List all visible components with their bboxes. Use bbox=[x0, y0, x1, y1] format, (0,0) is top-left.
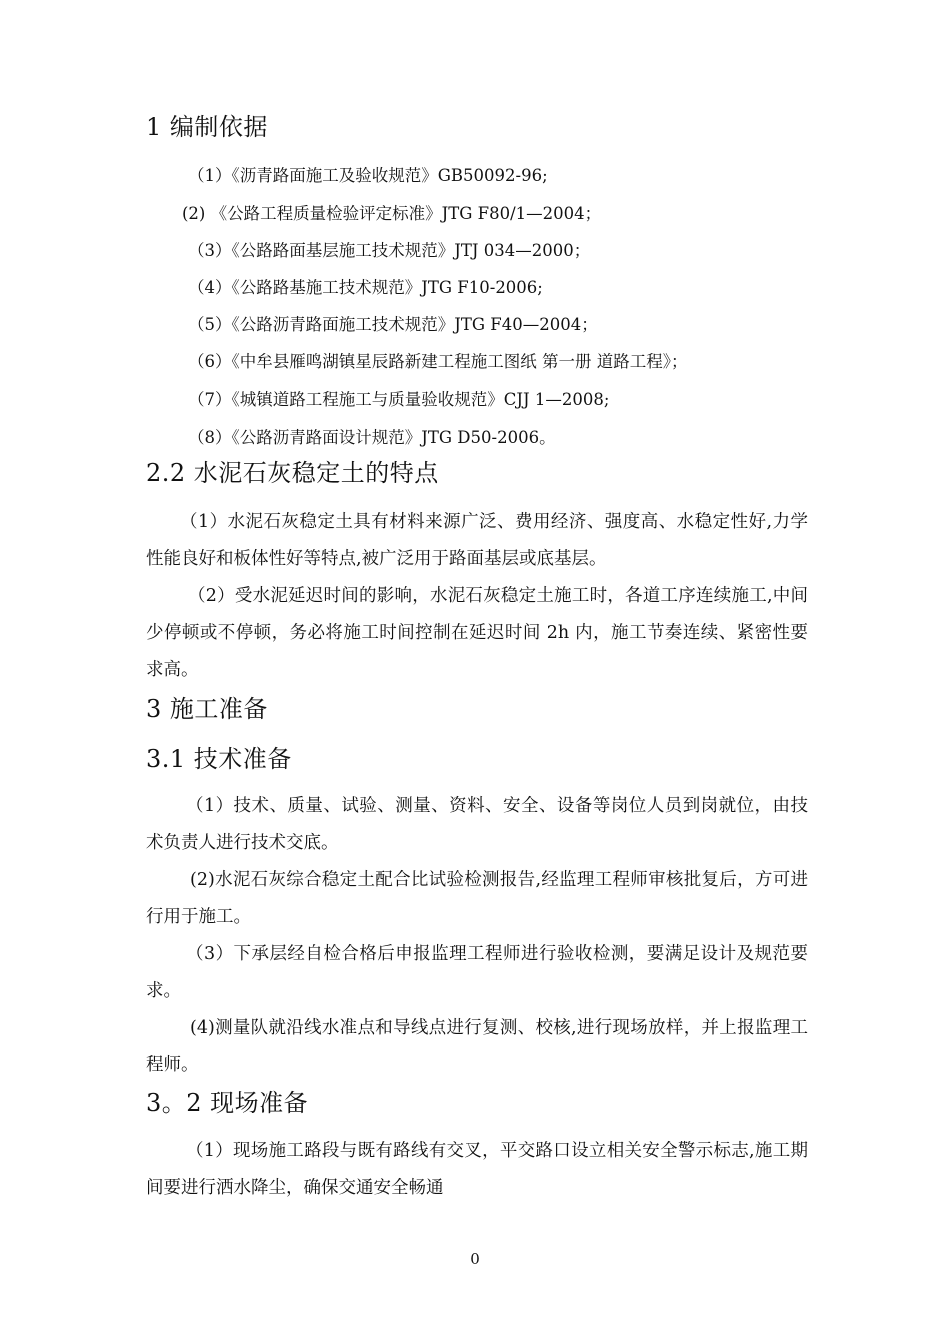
heading-3-2: 3。2 现场准备 bbox=[146, 1089, 309, 1117]
paragraph-3-1-3: （3）下承层经自检合格后申报监理工程师进行验收检测，要满足设计及规范要求。 bbox=[146, 944, 808, 1001]
paragraph-3-2-1: （1）现场施工路段与既有路线有交叉，平交路口设立相关安全警示标志,施工期间要进行洒水降尘，确保交通安全畅通 bbox=[146, 1141, 808, 1198]
reference-7: （7）《城镇道路工程施工与质量验收规范》CJJ 1—2008; bbox=[188, 390, 610, 409]
reference-3: （3）《公路路面基层施工技术规范》JTJ 034—2000； bbox=[188, 241, 591, 260]
page-number: 0 bbox=[470, 1250, 480, 1268]
reference-5: （5）《公路沥青路面施工技术规范》JTG F40—2004； bbox=[188, 315, 598, 334]
paragraph-3-1-4: (4)测量队就沿线水准点和导线点进行复测、校核,进行现场放样，并上报监理工程师。 bbox=[146, 1018, 808, 1075]
paragraph-3-1-2: (2)水泥石灰综合稳定土配合比试验检测报告,经监理工程师审核批复后，方可进行用于施工。 bbox=[146, 870, 808, 927]
heading-3: 3 施工准备 bbox=[146, 695, 268, 723]
paragraph-3-1-1: （1）技术、质量、试验、测量、资料、安全、设备等岗位人员到岗就位，由技术负责人进行技术交底。 bbox=[146, 796, 808, 853]
section-2-2-body bbox=[146, 504, 808, 689]
reference-6: （6）《中牟县雁鸣湖镇星辰路新建工程施工图纸 第一册 道路工程》； bbox=[188, 352, 688, 371]
paragraph-2-2-1: （1）水泥石灰稳定土具有材料来源广泛、费用经济、强度高、水稳定性好,力学性能良好和板体性好等特点,被广泛用于路面基层或底基层。 bbox=[146, 512, 808, 569]
reference-8: （8）《公路沥青路面设计规范》JTG D50-2006。 bbox=[188, 428, 556, 447]
paragraph-2-2-2: （2）受水泥延迟时间的影响，水泥石灰稳定土施工时，各道工序连续施工,中间少停顿或不停顿，务必将施工时间控制在延迟时间 2h 内，施工节奏连续、紧密性要求高。 bbox=[146, 586, 808, 680]
reference-2: (2) 《公路工程质量检验评定标准》JTG F80/1—2004； bbox=[182, 204, 602, 223]
heading-2-2: 2.2 水泥石灰稳定土的特点 bbox=[146, 459, 439, 487]
section-3-1-body bbox=[146, 788, 808, 1084]
reference-4: （4）《公路路基施工技术规范》JTG F10-2006; bbox=[188, 278, 543, 297]
reference-1: （1）《沥青路面施工及验收规范》GB50092-96; bbox=[188, 166, 548, 185]
heading-1: 1 编制依据 bbox=[146, 113, 268, 141]
section-3-2-body bbox=[146, 1133, 808, 1207]
heading-3-1: 3.1 技术准备 bbox=[146, 745, 292, 773]
